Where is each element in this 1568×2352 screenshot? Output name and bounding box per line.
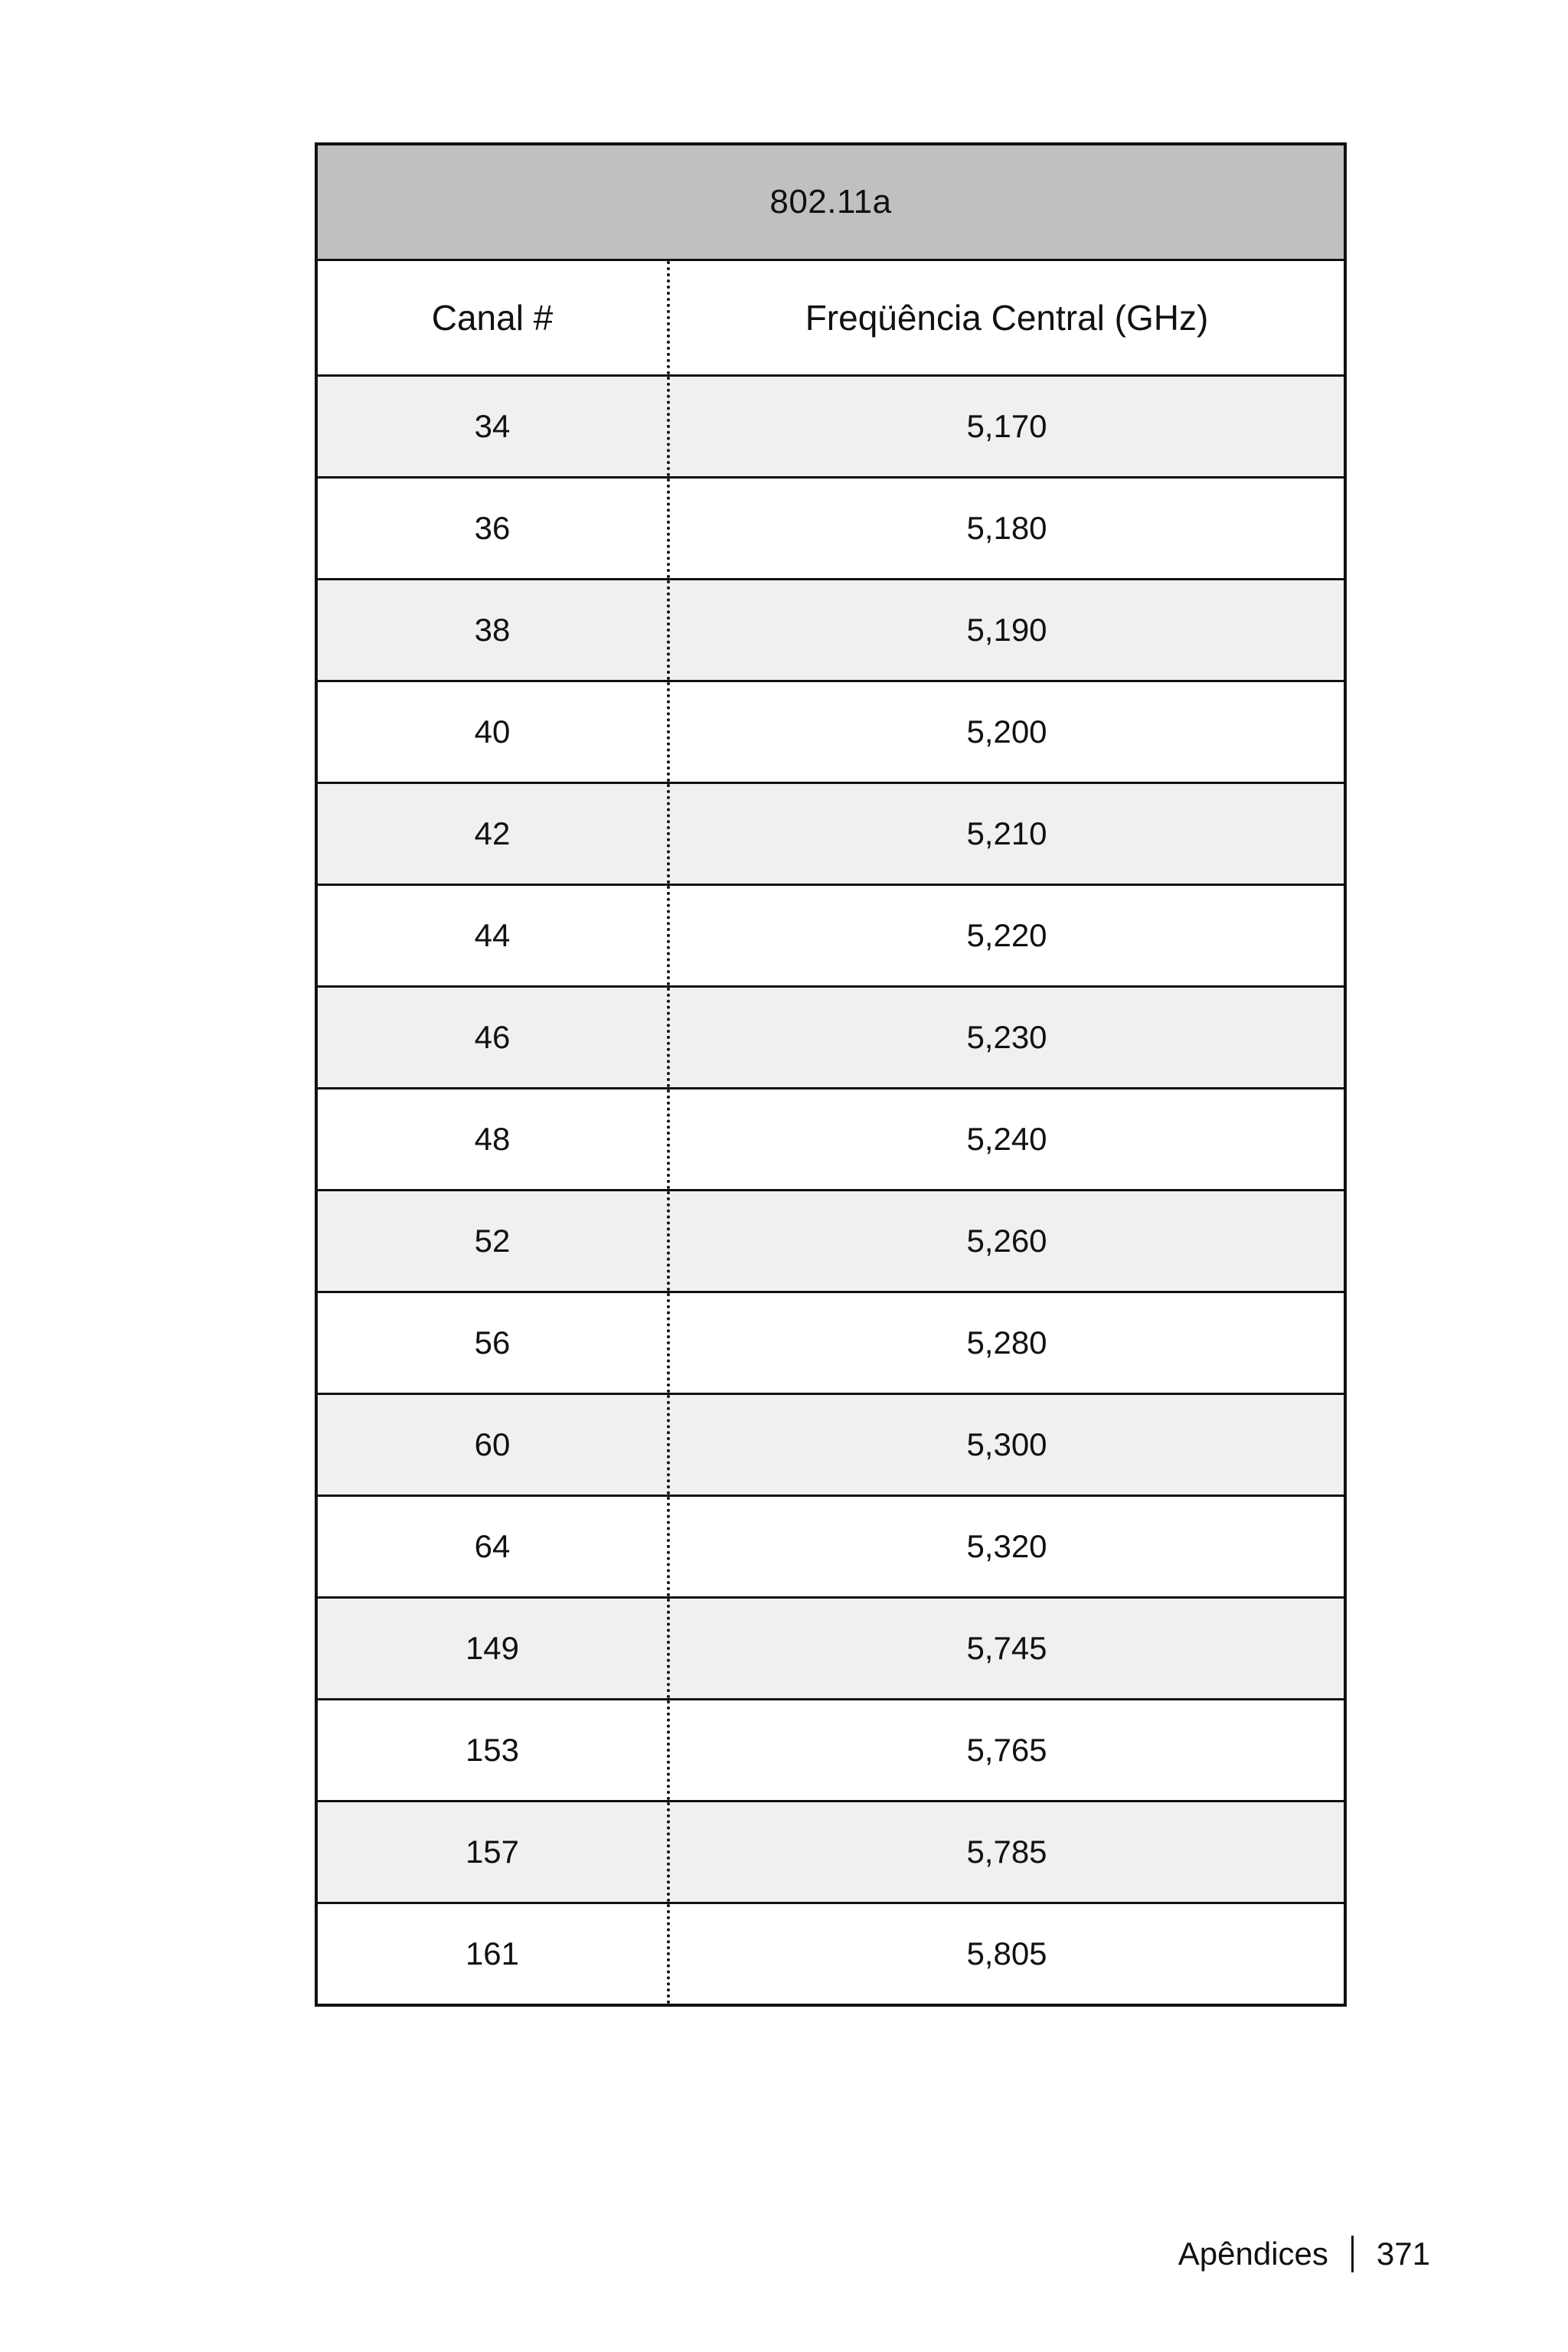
channel-cell: 42 [318,784,670,884]
frequency-cell: 5,260 [966,1223,1047,1259]
frequency-cell: 5,220 [966,917,1047,953]
table-row [318,479,1344,580]
channel-cell: 48 [318,1089,670,1189]
frequency-cell: 5,805 [966,1936,1047,1971]
table-row [318,1700,1344,1802]
page-number: 371 [1376,2236,1430,2272]
frequency-cell: 5,745 [966,1630,1047,1666]
header-frequency: Freqüência Central (GHz) [805,298,1209,338]
channel-cell: 64 [318,1497,670,1596]
table-row [318,1191,1344,1293]
table-row [318,1802,1344,1904]
channel-cell: 44 [318,886,670,985]
channel-cell: 36 [318,479,670,578]
table-row [318,1089,1344,1191]
channel-cell: 157 [318,1802,670,1902]
table-row [318,784,1344,886]
channel-cell: 60 [318,1395,670,1494]
frequency-cell: 5,230 [966,1019,1047,1055]
frequency-cell: 5,210 [966,815,1047,851]
header-channel: Canal # [318,261,670,374]
table-row [318,1293,1344,1395]
table-row [318,682,1344,784]
table-row [318,1497,1344,1599]
table-row [318,580,1344,682]
frequency-cell: 5,280 [966,1325,1047,1361]
frequency-cell: 5,240 [966,1121,1047,1157]
page-footer [1178,2236,1430,2272]
frequency-cell: 5,170 [966,408,1047,444]
table-row [318,377,1344,479]
footer-section-label: Apêndices [1178,2236,1328,2272]
table-row [318,988,1344,1089]
table-title: 802.11a [318,145,1344,261]
table-row [318,886,1344,988]
frequency-cell: 5,320 [966,1528,1047,1564]
table-row [318,1395,1344,1497]
channel-cell: 34 [318,377,670,476]
frequency-cell: 5,765 [966,1732,1047,1768]
channel-cell: 56 [318,1293,670,1393]
channel-cell: 52 [318,1191,670,1291]
table-row [318,1599,1344,1700]
table-header-row [318,261,1344,377]
footer-divider [1351,2236,1354,2272]
channel-cell: 161 [318,1904,670,2004]
frequency-cell: 5,300 [966,1426,1047,1462]
frequency-cell: 5,180 [966,510,1047,546]
channel-cell: 40 [318,682,670,782]
frequency-cell: 5,785 [966,1834,1047,1870]
channel-cell: 46 [318,988,670,1087]
channel-cell: 38 [318,580,670,680]
frequency-cell: 5,190 [966,612,1047,648]
channel-cell: 149 [318,1599,670,1698]
table-row [318,1904,1344,2004]
channel-cell: 153 [318,1700,670,1800]
channel-frequency-table [315,142,1347,2007]
frequency-cell: 5,200 [966,714,1047,750]
